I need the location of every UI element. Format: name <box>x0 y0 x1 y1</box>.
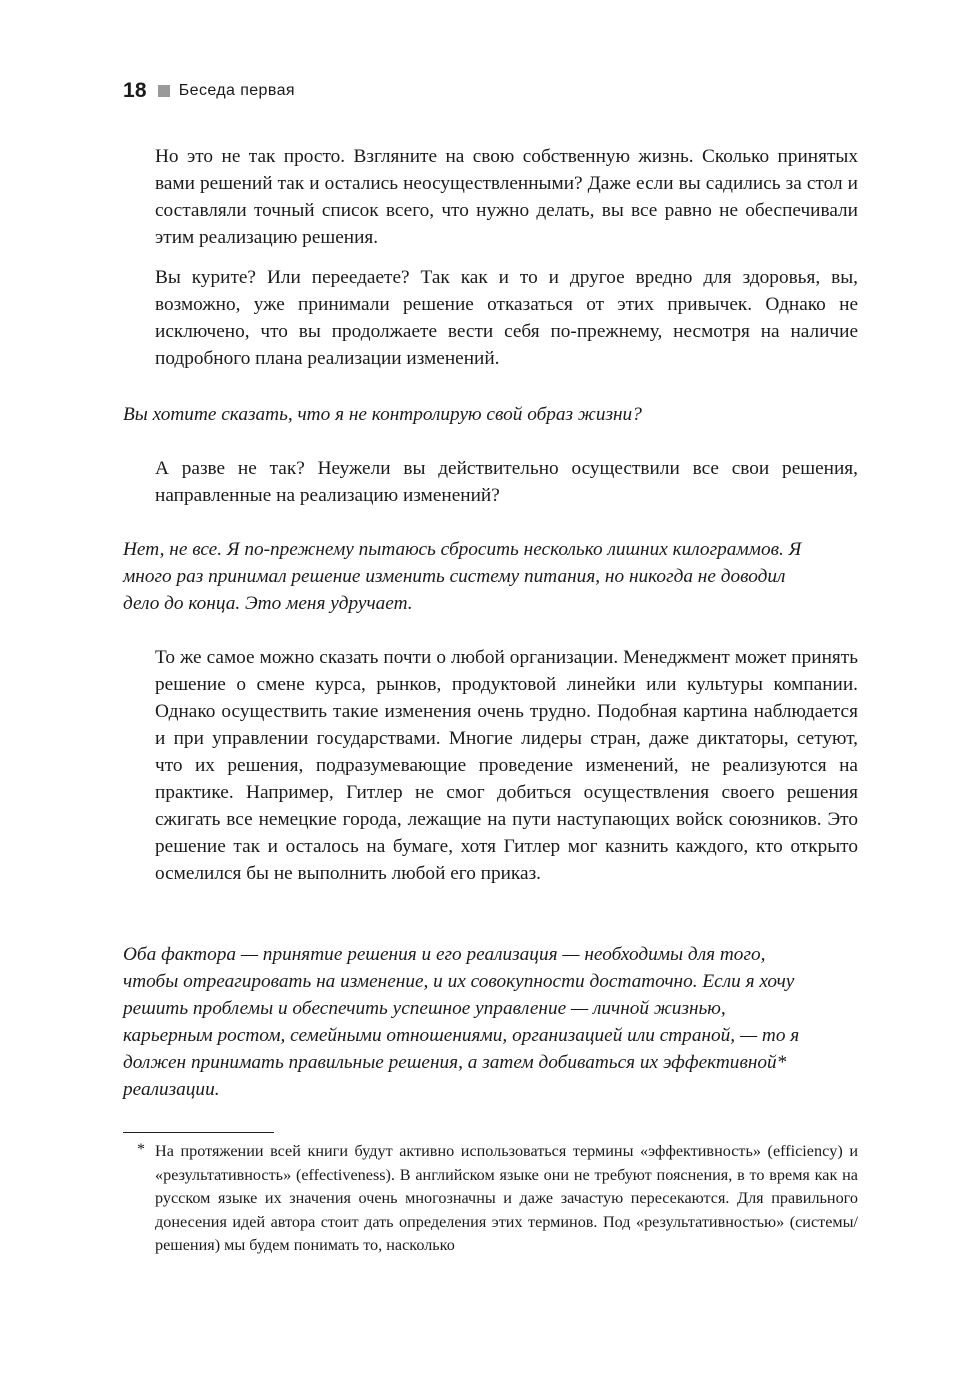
footnote-marker: * <box>137 1141 145 1158</box>
answer-paragraph-3: А разве не так? Неужели вы действительно осуществили все свои решения, направленные на реализацию изменений? <box>155 458 858 506</box>
header-square-icon <box>158 85 170 97</box>
answer-paragraph-2: Вы курите? Или переедаете? Так как и то и другое вредно для здоровья, вы, возможно, уже принимали решение отказаться от этих привычек. Однако не исключено, что вы продолжаете вести себя по-прежнему, несмотря на наличие подробного плана реализации изменений. <box>155 267 858 369</box>
chapter-title: Беседа первая <box>178 82 295 99</box>
footnote-text: На протяжении всей книги будут активно использоваться термины «эффективность» (efficiency) и «результативность» (effectiveness). В английском языке они не требуют пояснения, в то время как на русском языке их значения очень многозначны и даже зачастую пересекаются. Для правильного донесения идей автора стоит дать определения этих терминов. Под «результативностью» (системы/решения) мы будем понимать то, насколько <box>155 1142 858 1254</box>
question-paragraph-3: Оба фактора — принятие решения и его реализация — необходимы для того, чтобы отреагировать на изменение, и их совокупности достаточно. Если я хочу решить проблемы и обеспечить успешное управление — личной жизнью, карьерным ростом, семейными отношениями, организацией или страной, — то я должен принимать правильные решения, а затем добиваться их эффективной* реализации. <box>123 944 800 1100</box>
page-number: 18 <box>123 79 147 102</box>
running-header <box>123 79 295 103</box>
answer-paragraph-1: Но это не так просто. Взгляните на свою собственную жизнь. Сколько принятых вами решений так и остались неосуществленными? Даже если вы садились за стол и составляли точный список всего, что нужно делать, вы все равно не обеспечивали этим реализацию решения. <box>155 146 858 248</box>
answer-paragraph-4: То же самое можно сказать почти о любой организации. Менеджмент может принять решение о смене курса, рынков, продуктовой линейки или культуры компании. Однако осуществить такие изменения очень трудно. Подобная картина наблюдается и при управлении государствами. Многие лидеры стран, даже диктаторы, сетуют, что их решения, подразумевающие проведение изменений, не реализуются на практике. Например, Гитлер не смог добиться осуществления своего решения сжигать все немецкие города, лежащие на пути наступающих войск союзников. Это решение так и осталось на бумаге, хотя Гитлер мог казнить каждого, кто открыто осмелился бы не выполнить любой его приказ. <box>155 647 858 884</box>
question-paragraph-2: Нет, не все. Я по-прежнему пытаюсь сбросить несколько лишних килограммов. Я много раз принимал решение изменить систему питания, но никогда не доводил дело до конца. Это меня удручает. <box>123 539 802 614</box>
question-paragraph-1: Вы хотите сказать, что я не контролирую свой образ жизни? <box>123 404 642 425</box>
footnote-divider <box>123 1132 274 1133</box>
